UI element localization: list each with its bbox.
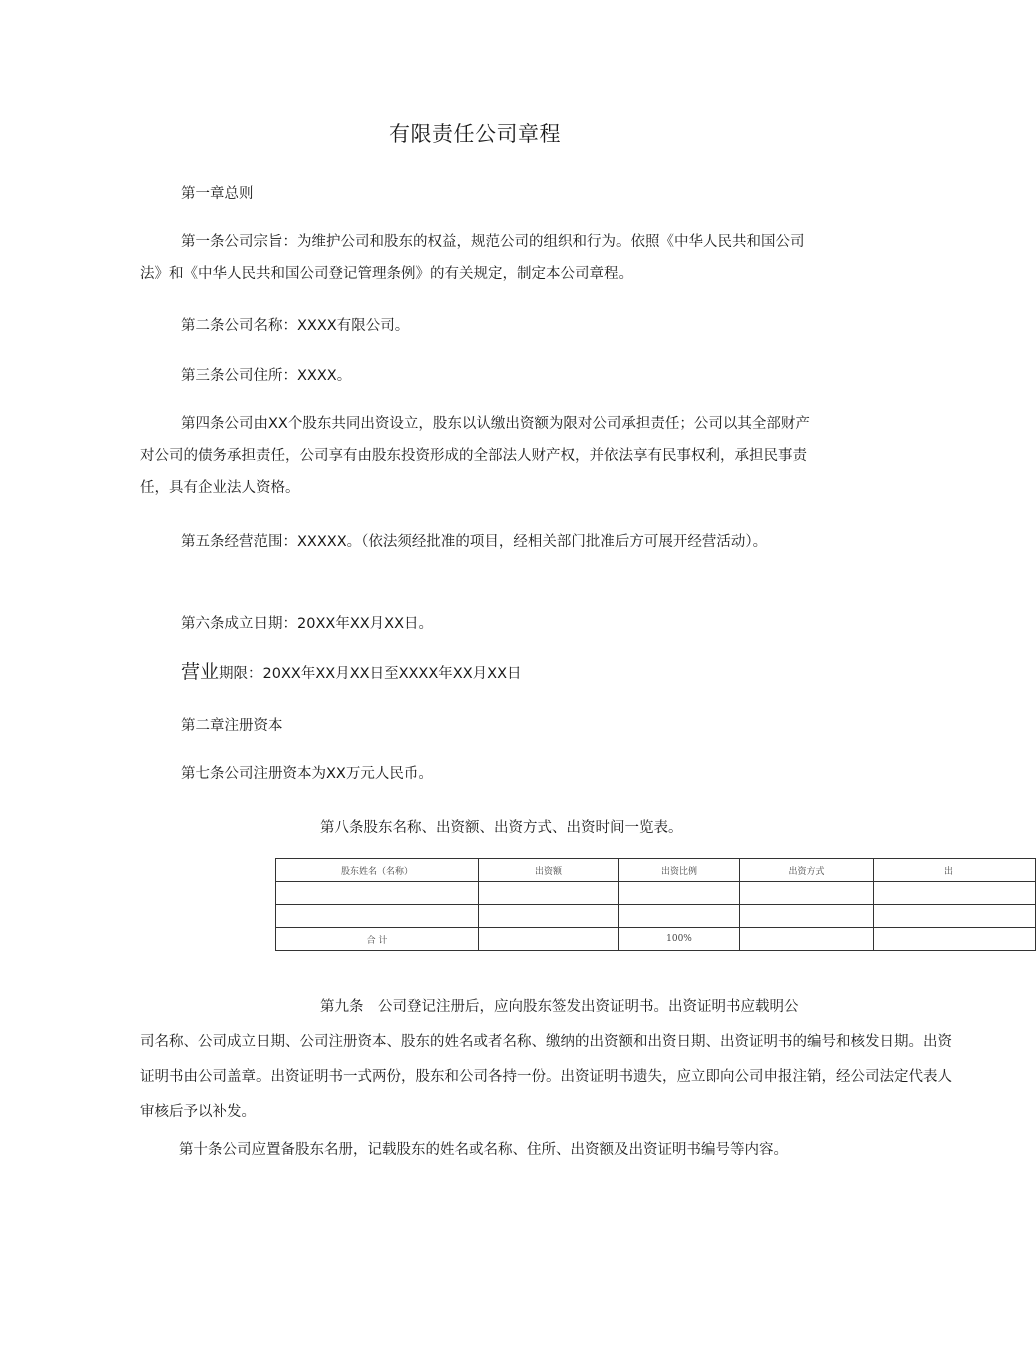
article-6 — [181, 608, 821, 640]
article-3: 第三条公司住所：XXXX。 — [181, 368, 352, 384]
shareholder-table — [275, 858, 1036, 951]
header-capital-ratio: 出资比例 — [619, 859, 740, 882]
table-header-row — [276, 859, 1036, 882]
header-shareholder-name: 股东姓名（名称） — [276, 859, 479, 882]
table-total-row — [276, 928, 1036, 951]
article-10: 第十条公司应置备股东名册，记载股东的姓名或名称、住所、出资额及出资证明书编号等内容。 — [179, 1142, 788, 1158]
article-5: 第五条经营范围：XXXXX。（依法须经批准的项目，经相关部门批准后方可展开经营活动）。 — [181, 534, 768, 550]
document-title: 有限责任公司章程 — [389, 122, 561, 146]
article-7: 第七条公司注册资本为XX万元人民币。 — [181, 766, 433, 782]
header-capital-amount: 出资额 — [479, 859, 619, 882]
business-term — [181, 656, 821, 690]
business-term-text: 期限：20XX年XX月XX日至XXXX年XX月XX日 — [219, 666, 522, 682]
chapter-2-heading: 第二章注册资本 — [181, 718, 283, 734]
chapter-1-heading: 第一章总则 — [181, 186, 254, 202]
total-label: 合 计 — [276, 928, 479, 951]
header-capital-method: 出资方式 — [740, 859, 874, 882]
article-9-first-line: 第九条 公司登记注册后，应向股东签发出资证明书。出资证明书应载明公 — [320, 999, 799, 1015]
total-ratio: 100% — [619, 928, 740, 951]
article-9 — [140, 990, 952, 1130]
shareholder-table-wrap — [275, 858, 954, 954]
article-6-text: 第六条成立日期：20XX年XX月XX日。 — [181, 616, 434, 632]
article-9-rest: 司名称、公司成立日期、公司注册资本、股东的姓名或者名称、缴纳的出资额和出资日期、出资证明书的编号和核发日期。出资证明书由公司盖章。出资证明书一式两份，股东和公司各持一份。出资证明书遗失，应立即向公司申报注销，经公司法定代表人审核后予以补发。 — [140, 1034, 952, 1120]
article-8: 第八条股东名称、出资额、出资方式、出资时间一览表。 — [320, 820, 683, 836]
table-row — [276, 882, 1036, 905]
article-1: 第一条公司宗旨：为维护公司和股东的权益，规范公司的组织和行为。依照《中华人民共和国公司法》和《中华人民共和国公司登记管理条例》的有关规定，制定本公司章程。 — [140, 234, 805, 282]
article-4: 第四条公司由XX个股东共同出资设立，股东以认缴出资额为限对公司承担责任；公司以其全部财产对公司的债务承担责任，公司享有由股东投资形成的全部法人财产权，并依法享有民事权利，承担民事责任，具有企业法人资格。 — [140, 416, 810, 496]
article-2: 第二条公司名称：XXXX有限公司。 — [181, 318, 410, 334]
table-row — [276, 905, 1036, 928]
header-capital-time: 出 — [874, 859, 1036, 882]
business-term-label: 营业 — [181, 661, 220, 683]
